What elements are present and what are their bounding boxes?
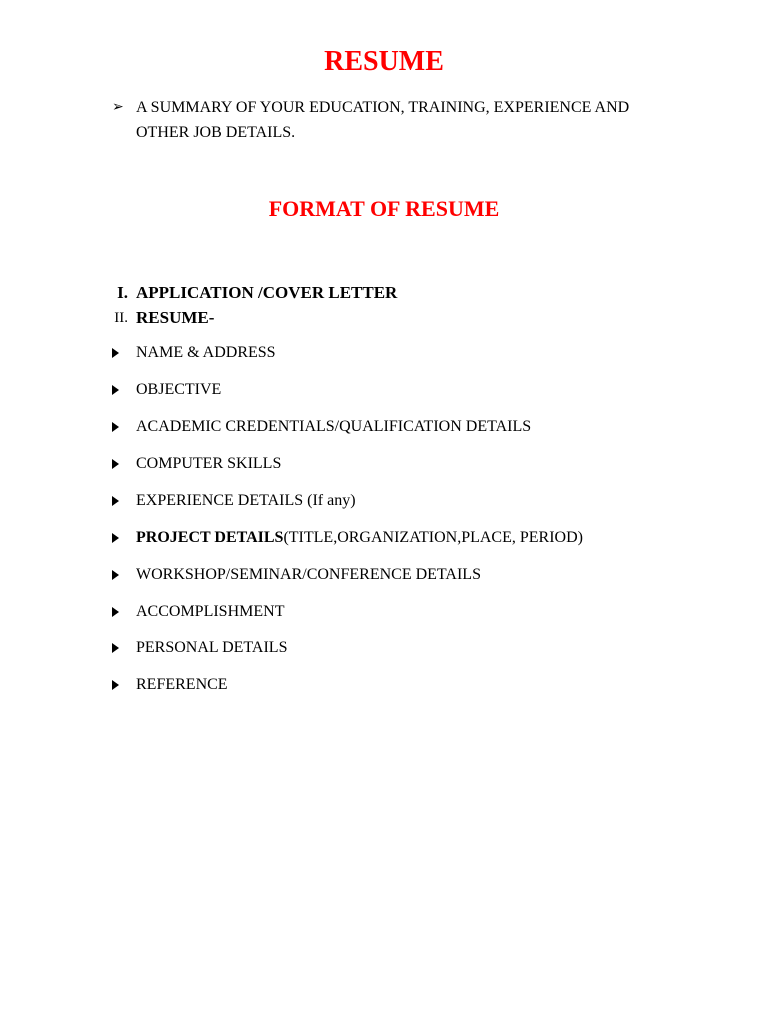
page-title: RESUME xyxy=(324,46,444,77)
section-label: APPLICATION /COVER LETTER xyxy=(136,283,398,302)
triangle-bullet-icon xyxy=(112,385,119,395)
list-item xyxy=(112,637,712,659)
list-item-label: WORKSHOP/SEMINAR/CONFERENCE DETAILS xyxy=(136,566,481,583)
list-item-label: PERSONAL DETAILS xyxy=(136,639,288,656)
list-item-bold-label: PROJECT DETAILS xyxy=(136,529,284,546)
list-item xyxy=(112,453,712,475)
list-item-label: ACADEMIC CREDENTIALS/QUALIFICATION DETAILS xyxy=(136,418,532,435)
list-item xyxy=(112,674,712,696)
summary-bullet xyxy=(112,95,672,145)
list-item-label: OBJECTIVE xyxy=(136,381,222,398)
list-item xyxy=(112,416,712,438)
list-item xyxy=(112,527,712,549)
arrow-right-icon: ➢ xyxy=(112,99,124,115)
triangle-bullet-icon xyxy=(112,348,119,358)
section-label: RESUME- xyxy=(136,308,215,327)
list-item xyxy=(112,564,712,586)
list-item xyxy=(112,490,712,512)
triangle-bullet-icon xyxy=(112,570,119,580)
section-heading: FORMAT OF RESUME xyxy=(268,196,500,221)
list-item-label: ACCOMPLISHMENT xyxy=(136,603,285,620)
triangle-bullet-icon xyxy=(112,459,119,469)
list-item-detail: (TITLE,ORGANIZATION,PLACE, PERIOD) xyxy=(283,529,583,546)
section-number: I. xyxy=(117,283,128,302)
triangle-bullet-icon xyxy=(112,533,119,543)
list-item xyxy=(112,379,712,401)
list-item xyxy=(112,601,712,623)
section-number: II. xyxy=(114,310,128,326)
triangle-bullet-icon xyxy=(112,422,119,432)
list-item-label: NAME & ADDRESS xyxy=(136,344,276,361)
triangle-bullet-icon xyxy=(112,496,119,506)
list-item xyxy=(112,342,712,364)
list-item-label: COMPUTER SKILLS xyxy=(136,455,282,472)
list-item-label: EXPERIENCE DETAILS (If any) xyxy=(136,492,356,509)
summary-text: A SUMMARY OF YOUR EDUCATION, TRAINING, EXPERIENCE AND OTHER JOB DETAILS. xyxy=(136,99,630,141)
list-item-label: REFERENCE xyxy=(136,676,228,693)
triangle-bullet-icon xyxy=(112,643,119,653)
triangle-bullet-icon xyxy=(112,680,119,690)
triangle-bullet-icon xyxy=(112,607,119,617)
list-item-label xyxy=(136,527,583,549)
